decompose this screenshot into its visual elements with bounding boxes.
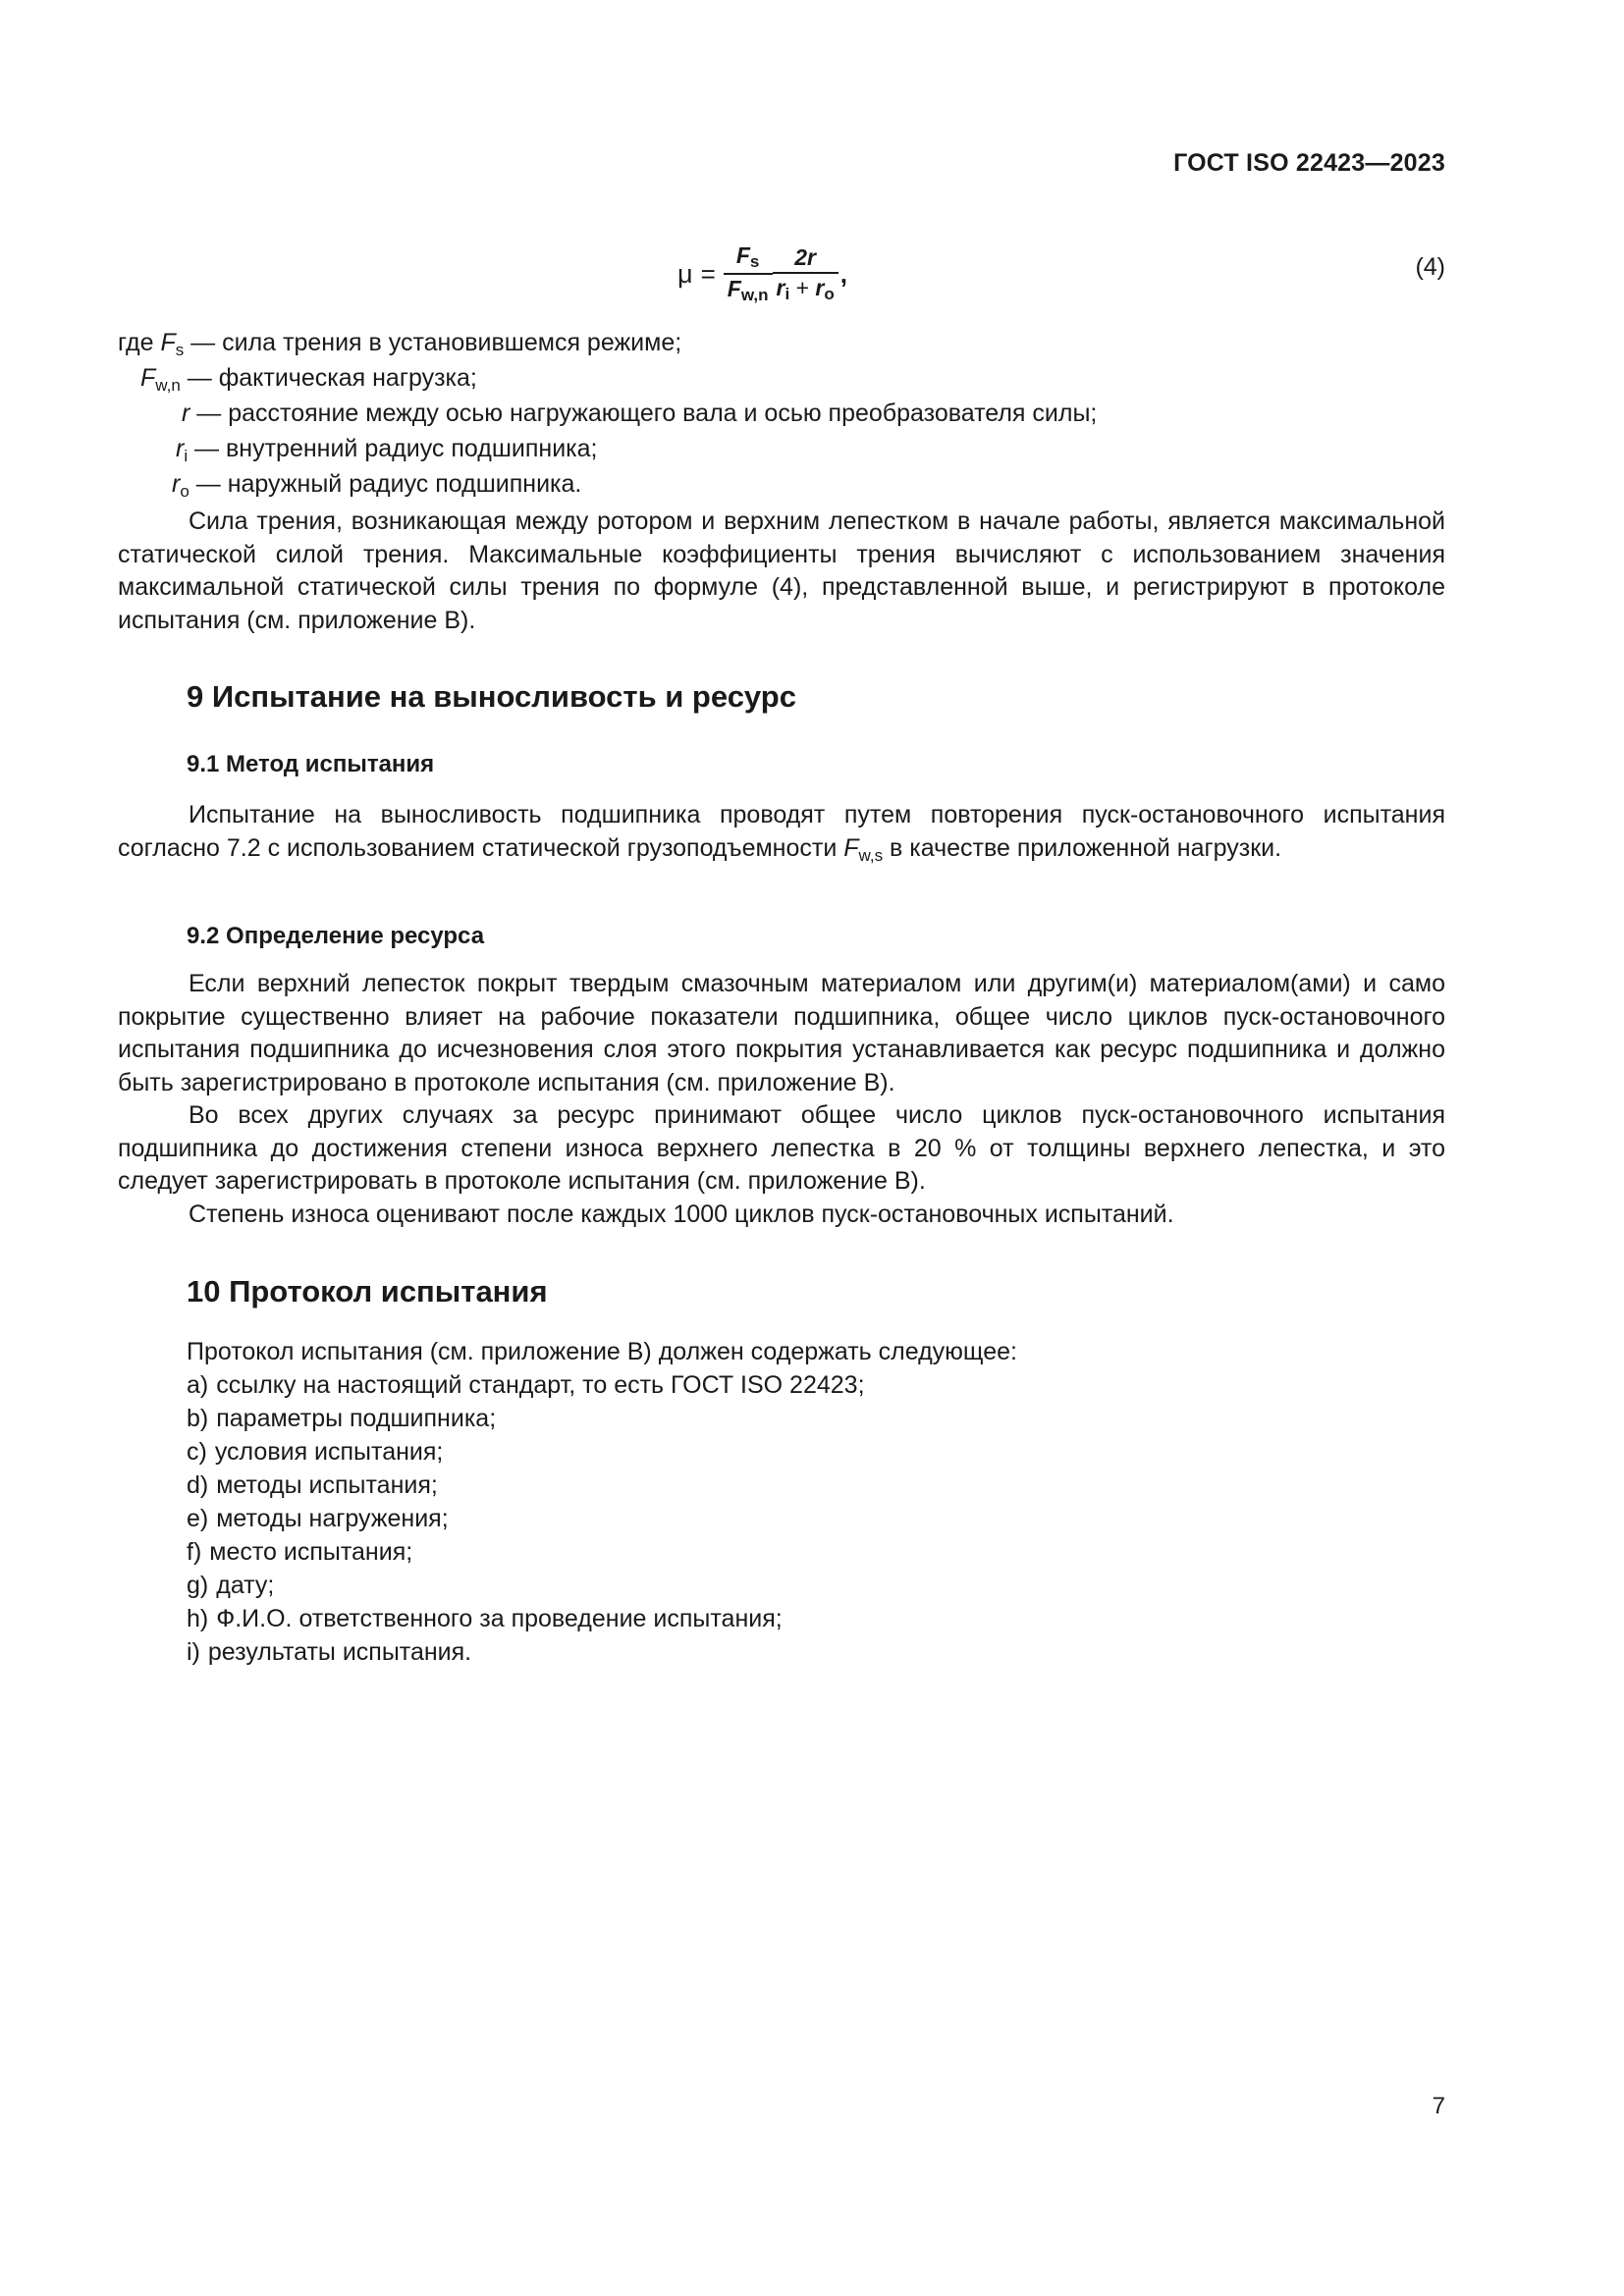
formula-fraction-force	[724, 244, 773, 303]
equation-number: (4)	[1415, 253, 1445, 281]
formula-comma: ,	[839, 258, 847, 289]
list-item: c) условия испытания;	[187, 1438, 444, 1466]
list-item: h) Ф.И.О. ответственного за проведение испытания;	[187, 1605, 783, 1632]
friction-formula	[677, 243, 847, 304]
list-item: a) ссылку на настоящий стандарт, то есть ГОСТ ISO 22423;	[187, 1371, 865, 1399]
definition-line: $F_{w,n}$ — фактическая нагрузка;	[140, 364, 477, 395]
definition-line: где $F_s$ — сила трения в установившемся режиме;	[118, 329, 682, 359]
formula-equals: =	[700, 258, 716, 289]
subsection-9-2-heading: 9.2 Определение ресурса	[187, 923, 485, 949]
formula-mu: μ	[677, 258, 693, 289]
list-item: e) методы нагружения;	[187, 1505, 449, 1532]
life-paragraph-3: Степень износа оценивают после каждых 1000 циклов пуск-остановочных испытаний.	[189, 1201, 1174, 1228]
life-paragraph-2: Во всех других случаях за ресурс принимают общее число циклов пуск-остановочного испытания подшипника до достижения степени износа верхнего лепестка в 20 % от толщины верхнего лепестка, и это следует зарегистрировать в протоколе испытания (см. приложение B).	[118, 1101, 1445, 1195]
formula-fraction-radius	[773, 243, 839, 303]
friction-paragraph: Сила трения, возникающая между ротором и верхним лепестком в начале работы, является максимальной статической силой трения. Максимальные коэффициенты трения вычисляют с использованием значения максимальной статической силы трения по формуле (4), представленной выше, и регистрируют в протоколе испытания (см. приложение B).	[118, 507, 1445, 634]
section-10-heading: 10 Протокол испытания	[187, 1274, 548, 1308]
list-item: i) результаты испытания.	[187, 1638, 472, 1666]
list-item: g) дату;	[187, 1572, 275, 1599]
section-9-heading: 9 Испытание на выносливость и ресурс	[187, 679, 796, 714]
fraction-numerator: $F_s$	[735, 242, 760, 271]
fraction-denominator: $F_{w,n}$	[724, 273, 773, 303]
document-header: ГОСТ ISO 22423—2023	[1173, 149, 1445, 177]
list-item: d) методы испытания;	[187, 1471, 438, 1499]
life-paragraph-1: Если верхний лепесток покрыт твердым смазочным материалом или другим(и) материалом(ами) и само покрытие существенно влияет на рабочие показатели подшипника, общее число циклов пуск-остановочного испытания подшипника до исчезновения слоя этого покрытия устанавливается как ресурс подшипника и должно быть зарегистрировано в протоколе испытания (см. приложение B).	[118, 970, 1445, 1096]
variable-definitions	[118, 326, 1097, 503]
subsection-9-1-heading: 9.1 Метод испытания	[187, 751, 435, 777]
definition-line: $r_i$ — внутренний радиус подшипника;	[176, 435, 598, 465]
definition-line: $r_o$ — наружный радиус подшипника.	[172, 470, 582, 501]
fraction-numerator: 2r	[794, 243, 817, 270]
list-item: b) параметры подшипника;	[187, 1405, 497, 1432]
protocol-intro: Протокол испытания (см. приложение B) должен содержать следующее:	[187, 1338, 1017, 1365]
definition-line: r — расстояние между осью нагружающего вала и осью преобразователя силы;	[182, 400, 1098, 427]
list-item: f) место испытания;	[187, 1538, 413, 1566]
page-number: 7	[1432, 2093, 1445, 2119]
fraction-denominator: $r_i + r_o$	[773, 272, 839, 302]
endurance-method-paragraph: Испытание на выносливость подшипника проводят путем повторения пуск-остановочного испытания согласно 7.2 с использованием статической грузоподъемности $F_{w,s}$ в качестве приложенной нагрузки.	[118, 801, 1445, 865]
